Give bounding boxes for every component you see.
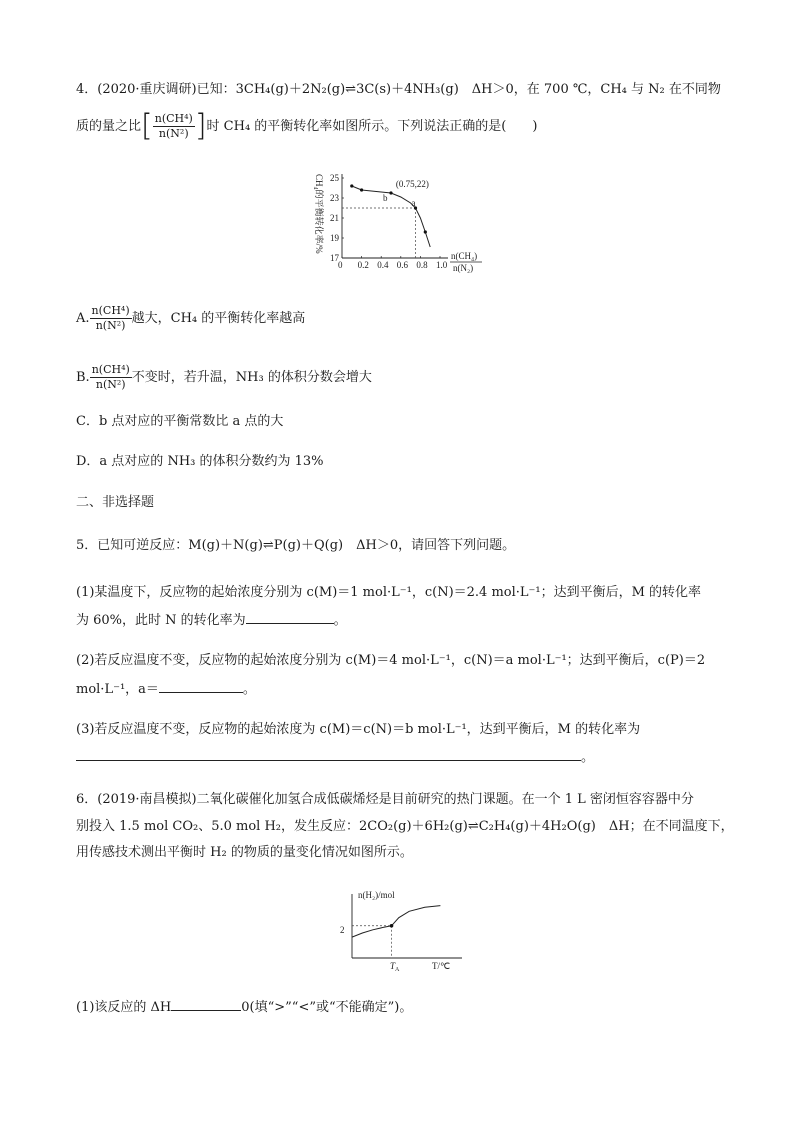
q5-part2-line1: (2)若反应温度不变，反应物的起始浓度分别为 c(M)＝4 mol·L⁻¹，c(N)＝a mol·L⁻¹；达到平衡后，c(P)＝2 [76,653,706,668]
data-point [360,188,363,191]
x-tick-label: 0.4 [377,260,389,270]
q4-figure [308,170,498,282]
data-point [390,924,394,928]
q5-part1-line2-text: 为 60%，此时 N 的转化率为 [76,613,246,628]
q4-chart-xlabel-den: n(N₂) [453,263,474,273]
q6-part1 [76,996,412,1018]
x-tick-label: 0.6 [396,260,409,270]
q6-chart-xmark: $T_A$ [390,961,400,973]
x-tick-label: 1.0 [436,260,448,270]
q5-part1-answer-blank[interactable] [246,609,334,624]
q6-chart-ymark: 2 [340,925,345,935]
q4-option-a [76,304,305,333]
q6-chart-xlabel: T/℃ [432,961,451,971]
q6-chart [336,886,466,974]
q6-part1-post: 0(填“>”“<”或“不能确定”)。 [241,1000,413,1015]
series-line-h2 [352,906,440,938]
q4-option-c: C．b 点对应的平衡常数比 a 点的大 [76,414,284,429]
q4-option-a-den: n(N²) [95,319,126,332]
y-tick-label: 21 [330,213,339,223]
q5-stem: 5．已知可逆反应：M(g)＋N(g)⇌P(g)＋Q(g) ΔH＞0，请回答下列问题。 [76,538,516,553]
q4-stem-line2-post: 时 CH₄ 的平衡转化率如图所示。下列说法正确的是( ) [206,119,538,134]
y-tick-label: 25 [330,173,339,183]
q5-part1-period: 。 [333,613,347,628]
q4-option-a-text: 越大，CH₄ 的平衡转化率越高 [131,311,306,326]
q4-option-b-den: n(N²) [95,378,126,391]
q6-chart-ylabel: n(H₂)/mol [358,890,395,900]
point-label-b: b [383,193,388,203]
point-label-a: a [411,198,416,208]
x-tick-label: 0.8 [416,260,428,270]
point-annotation: (0.75,22) [395,179,429,189]
q4-option-a-fraction [90,304,132,333]
q4-ratio-numerator: n(CH⁴) [154,112,193,125]
y-tick-label: 19 [330,233,339,243]
q4-chart-ylabel: CH₄的平衡转化率/% [314,174,324,254]
series-line-ch4 [352,186,430,247]
q4-option-b-text: 不变时，若升温，NH₃ 的体积分数会增大 [131,370,372,385]
data-point [424,230,427,233]
q4-ratio-denominator: n(N²) [158,127,189,140]
q5-part2-answer-blank[interactable] [159,678,243,693]
q4-stem-line2-pre: 质的量之比 [76,119,142,134]
section-title: 二、非选择题 [76,495,155,510]
q6-stem-line1: 6．(2019·南昌模拟)二氧化碳催化加氢合成低碳烯烃是目前研究的热门课题。在一个 1 L 密闭恒容容器中分 [76,792,694,807]
q6-part1-answer-blank[interactable] [171,996,241,1011]
q5-part2-line2 [76,678,256,700]
q6-stem-line2: 别投入 1.5 mol CO₂、5.0 mol H₂，发生反应：2CO₂(g)＋6H₂(g)⇌C₂H₄(g)＋4H₂O(g) ΔH；在不同温度下， [76,819,734,834]
q4-option-b-label: B. [76,370,90,385]
q4-stem-line2: 质的量之比[ $\frac{\text{n(CH⁴)}}{\text{n(N²)}}$ ]时 CH₄ 的平衡转化率如图所示。下列说法正确的是( ) [76,108,538,144]
q6-figure [336,886,466,978]
q4-option-d: D．a 点对应的 NH₃ 的体积分数约为 13% [76,454,324,469]
q4-chart [308,170,498,278]
q5-part1-line1: (1)某温度下，反应物的起始浓度分别为 c(M)＝1 mol·L⁻¹，c(N)＝2.4 mol·L⁻¹；达到平衡后，M 的转化率 [76,585,702,600]
q6-stem-line3: 用传感技术测出平衡时 H₂ 的物质的量变化情况如图所示。 [76,845,413,860]
q5-part3-answer-blank[interactable] [76,746,581,761]
q4-option-a-label: A. [76,311,90,326]
q4-option-b-num: n(CH⁴) [91,363,130,376]
q4-option-b [76,363,372,392]
q5-part3-period: 。 [581,750,595,765]
y-tick-label: 23 [330,193,339,203]
x-tick-label: 0.2 [357,260,369,270]
data-point [350,184,353,187]
q5-part2-line2-text: mol·L⁻¹，a＝ [76,682,159,697]
q5-part3-line1: (3)若反应温度不变，反应物的起始浓度为 c(M)＝c(N)＝b mol·L⁻¹，达到平衡后，M 的转化率为 [76,722,641,737]
q4-option-b-fraction [90,363,132,392]
q4-stem-line1: 4．(2020·重庆调研)已知：3CH₄(g)＋2N₂(g)⇌3C(s)＋4NH₃(g) ΔH＞0，在 700 ℃，CH₄ 与 N₂ 在不同物 [76,82,721,97]
q5-part2-period: 。 [242,682,256,697]
q4-option-a-num: n(CH⁴) [91,304,130,317]
q5-part1-line2 [76,609,347,631]
q4-chart-xlabel-num: n(CH₄) [451,251,478,261]
data-point [389,191,392,194]
q6-part1-text: (1)该反应的 ΔH [76,1000,172,1015]
y-tick-label: 17 [330,253,339,263]
q5-part3-line2 [76,746,594,768]
x-tick-label: 0 [338,260,343,270]
q4-ratio-fraction [153,112,195,141]
